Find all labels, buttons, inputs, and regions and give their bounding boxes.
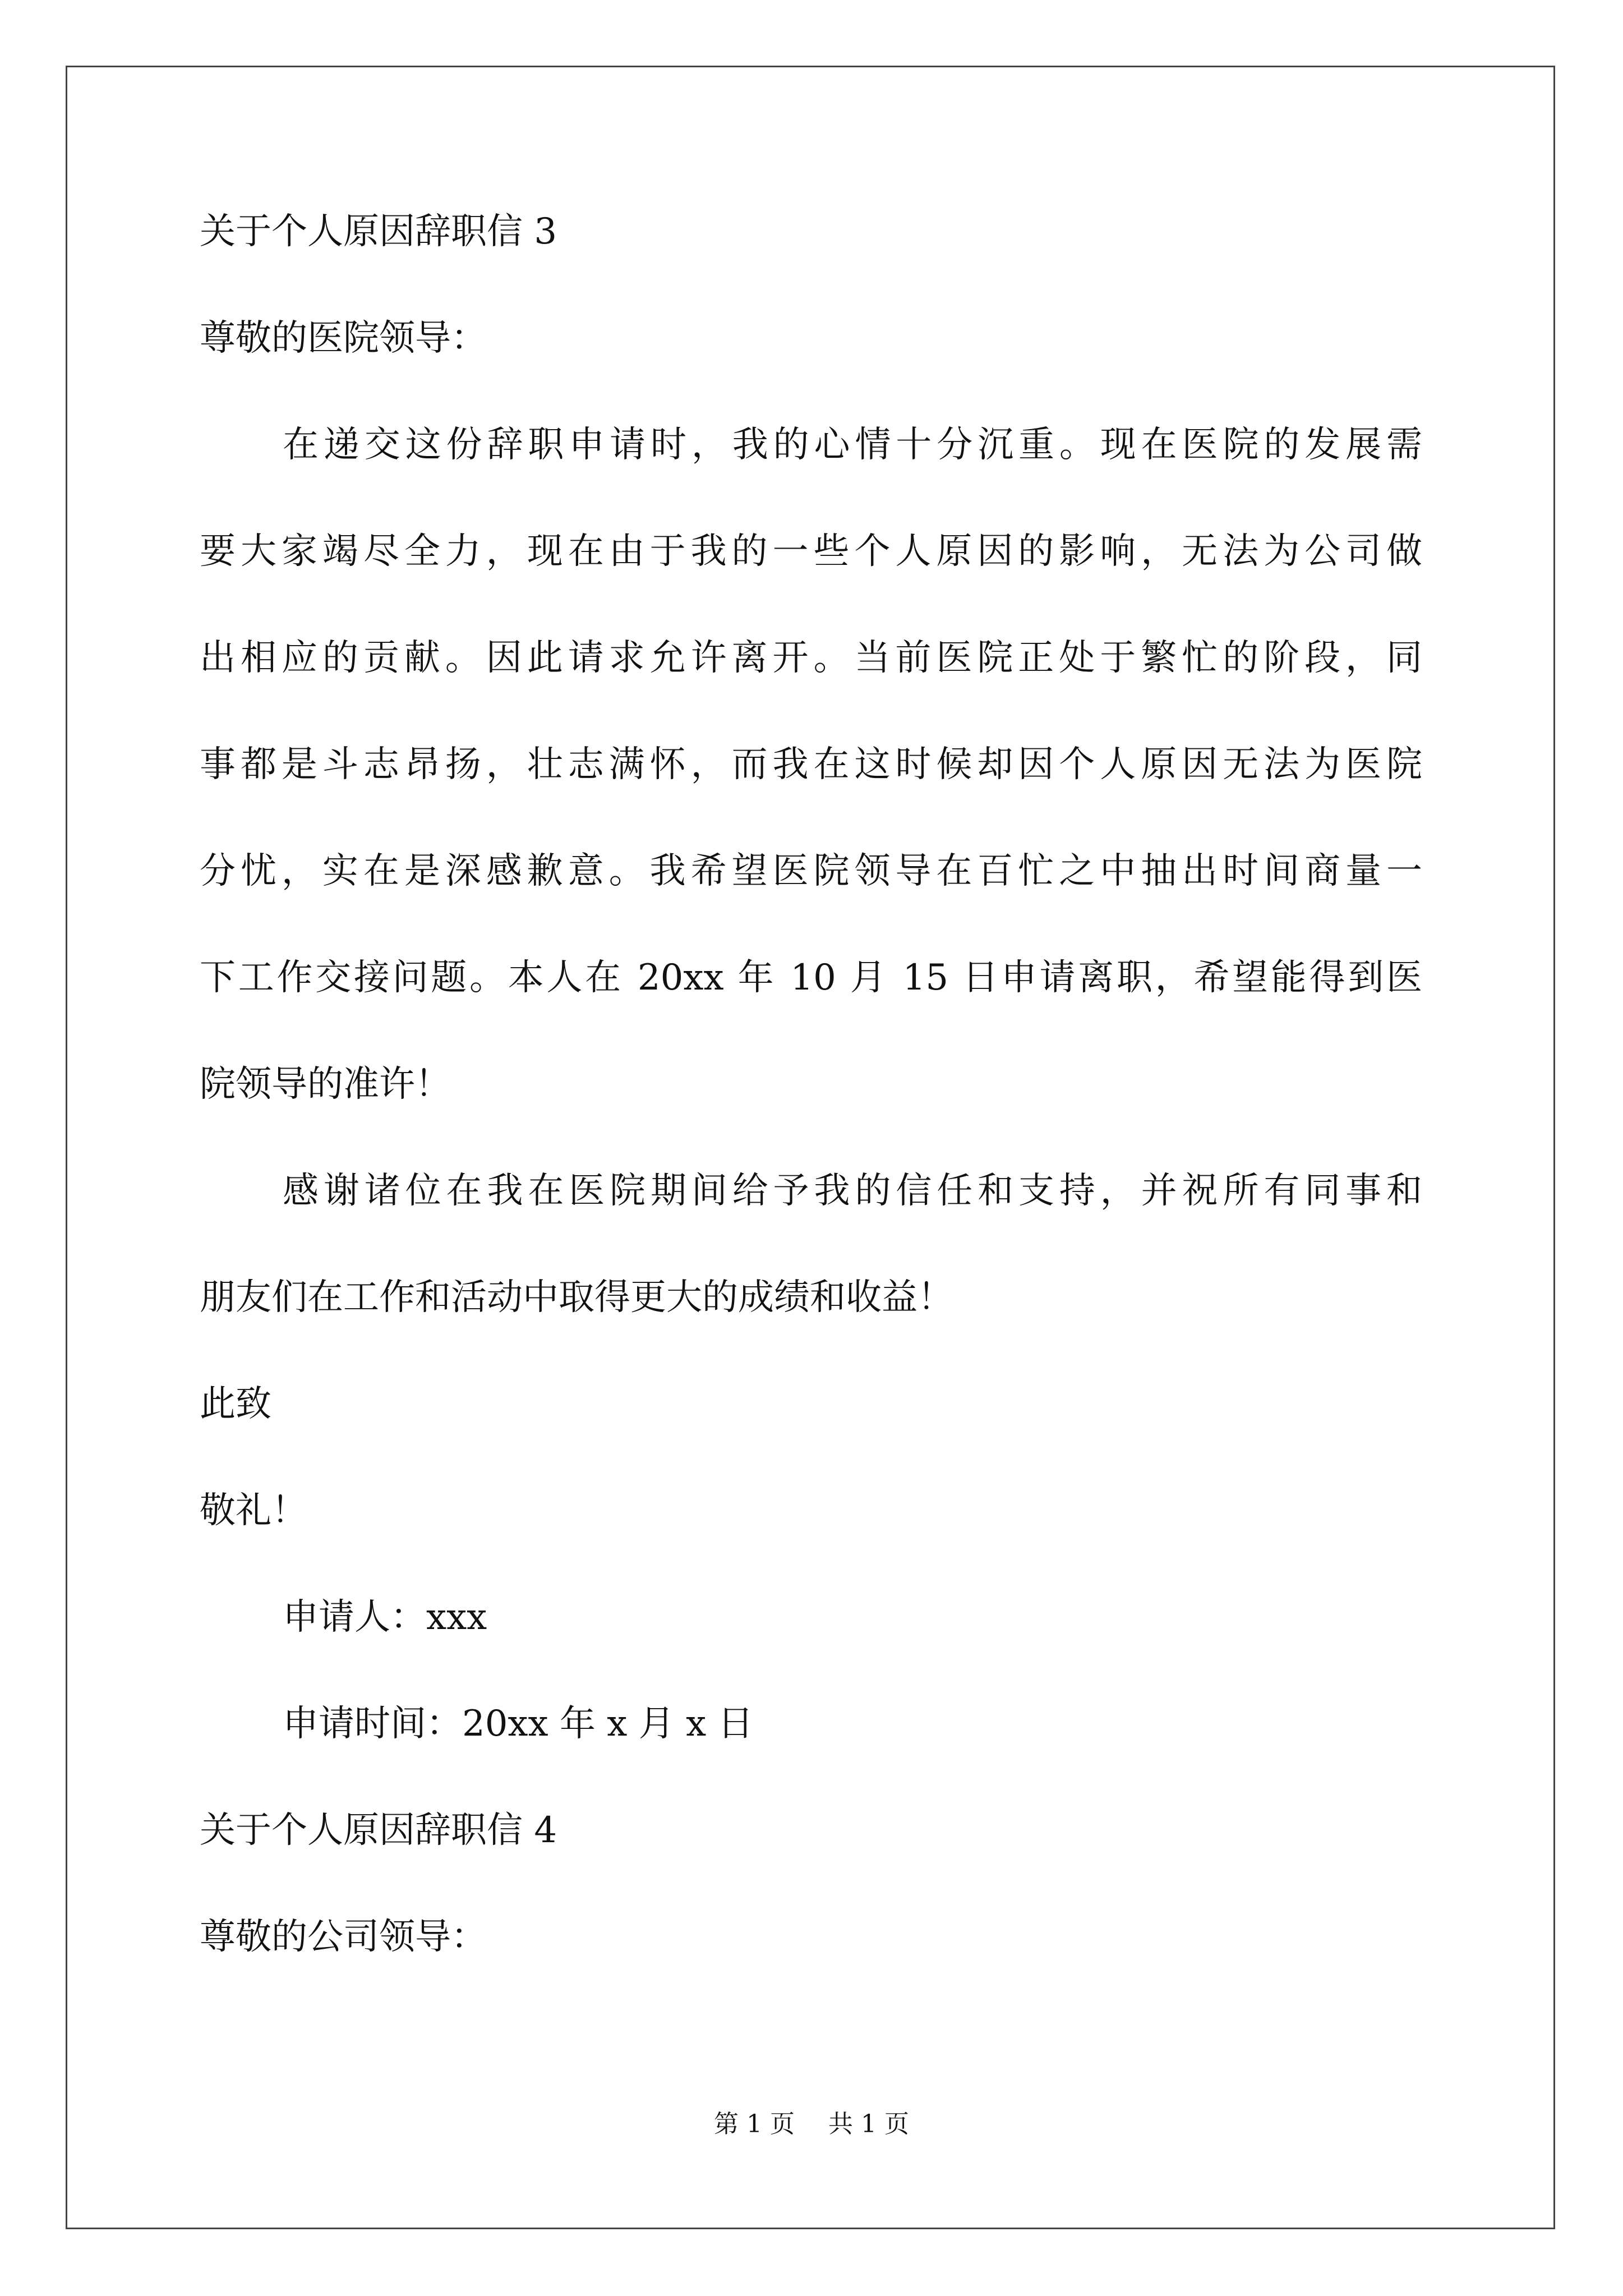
paragraph-line: 要大家竭尽全力，现在由于我的一些个人原因的影响，无法为公司做 [200, 531, 1422, 572]
paragraph-line: 院领导的准许！ [200, 1064, 451, 1105]
salutation: 尊敬的公司领导： [200, 1916, 487, 1958]
page-total: 共 1 页 [828, 2110, 909, 2138]
apply-date-line: 申请时间：20xx 年 x 月 x 日 [283, 1703, 754, 1745]
closing-line: 此致 [200, 1383, 271, 1425]
paragraph-line: 朋友们在工作和活动中取得更大的成绩和收益！ [200, 1277, 953, 1318]
paragraph-line: 分忧，实在是深感歉意。我希望医院领导在百忙之中抽出时间商量一 [200, 850, 1422, 892]
page-number: 第 1 页 [714, 2110, 795, 2138]
document-body [200, 178, 1422, 1990]
letter-heading: 关于个人原因辞职信 3 [200, 211, 557, 252]
salutation: 尊敬的医院领导： [200, 318, 487, 359]
closing-line: 敬礼！ [200, 1490, 307, 1531]
paragraph-line: 下工作交接问题。本人在 20xx 年 10 月 15 日申请离职，希望能得到医 [200, 957, 1422, 999]
paragraph-line: 出相应的贡献。因此请求允许离开。当前医院正处于繁忙的阶段，同 [200, 637, 1422, 679]
page-footer [0, 2104, 1623, 2139]
paragraph-line: 感谢诸位在我在医院期间给予我的信任和支持，并祝所有同事和 [283, 1170, 1422, 1212]
paragraph-line: 在递交这份辞职申请时，我的心情十分沉重。现在医院的发展需 [283, 424, 1422, 466]
letter-heading: 关于个人原因辞职信 4 [200, 1810, 557, 1851]
paragraph-line: 事都是斗志昂扬，壮志满怀，而我在这时候却因个人原因无法为医院 [200, 744, 1422, 785]
applicant-line: 申请人：xxx [283, 1596, 487, 1638]
